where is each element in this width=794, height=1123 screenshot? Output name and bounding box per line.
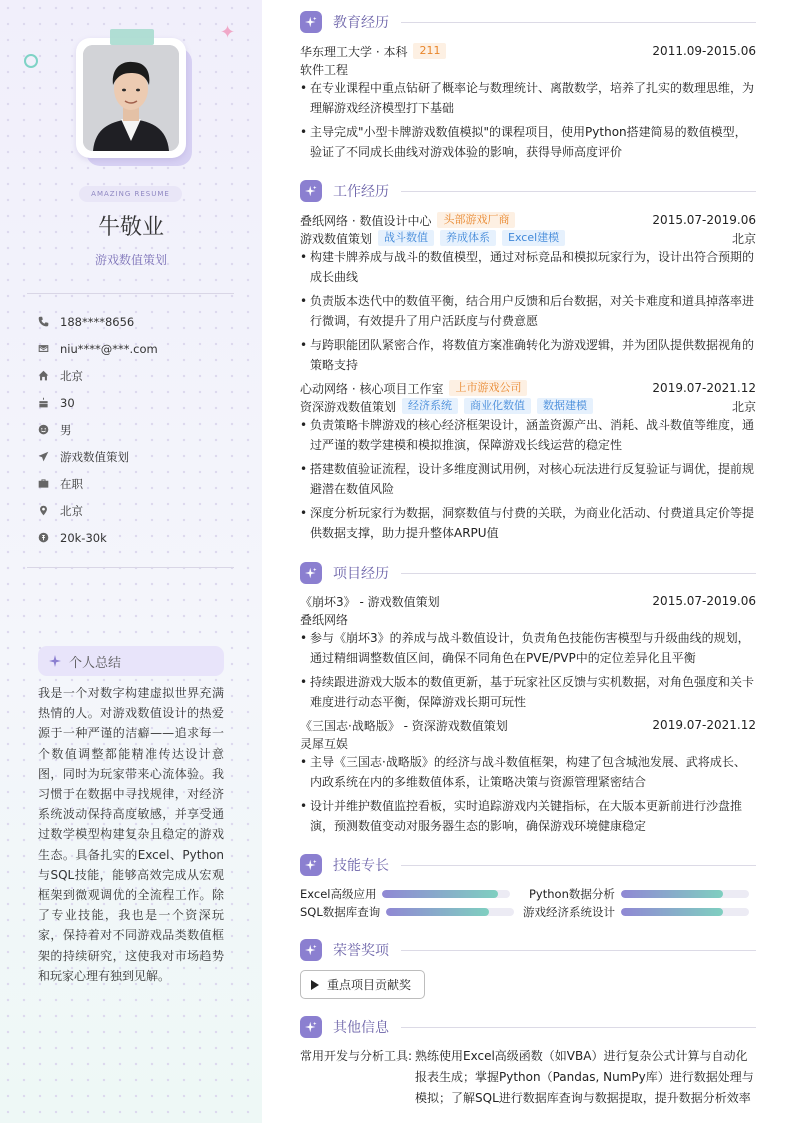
- skill-item: [523, 904, 749, 920]
- decorative-ring: [24, 54, 38, 68]
- project-bullet: • 持续跟进游戏大版本的数值更新，基于玩家社区反馈与实机数据，对角色强度和关卡难度进行动态平衡，保障游戏长期可玩性: [300, 672, 756, 712]
- section-education: [300, 10, 756, 34]
- section-title: 工作经历: [333, 184, 389, 200]
- cake-icon: [38, 397, 60, 408]
- section-projects: [300, 561, 756, 585]
- candidate-name: 牛敬业: [97, 215, 164, 240]
- project-name: 《三国志·战略版》: [300, 718, 400, 733]
- work-bullet: • 与跨职能团队紧密合作，将数值方案准确转化为游戏逻辑，并为团队提供数据视角的策略支持: [300, 335, 756, 375]
- info-salary: [38, 524, 238, 551]
- education-header: [300, 42, 756, 60]
- sidebar-divider-top: [27, 293, 234, 294]
- info-location-text: 北京: [60, 503, 83, 518]
- work-position: 游戏数值策划: [300, 231, 373, 246]
- skill-bar-fill: [621, 890, 723, 898]
- project-header: [300, 592, 756, 610]
- skill-tag: 经济系统: [402, 398, 458, 414]
- school-tag: 211: [413, 43, 446, 59]
- candidate-role: 游戏数值策划: [94, 253, 167, 267]
- section-title: 技能专长: [333, 858, 389, 874]
- info-target-role-text: 游戏数值策划: [60, 449, 129, 464]
- info-gender: [38, 416, 238, 443]
- section-honors: [300, 938, 756, 962]
- info-age-text: 30: [60, 395, 75, 410]
- work-city: 北京: [731, 399, 756, 414]
- summary-title: 个人总结: [69, 655, 122, 671]
- section-skills: [300, 853, 756, 877]
- skill-bar-fill: [621, 908, 723, 916]
- education-major: 软件工程: [300, 62, 349, 77]
- gender-icon: [38, 424, 60, 435]
- photo-frame: [76, 38, 186, 158]
- sparkle-icon: [300, 562, 322, 584]
- skill-tag: 数据建模: [537, 398, 593, 414]
- info-status: [38, 470, 238, 497]
- skill-name: Excel高级应用: [300, 887, 377, 901]
- section-title: 其他信息: [333, 1020, 389, 1036]
- sidebar: [0, 0, 262, 1123]
- section-title: 项目经历: [333, 566, 389, 582]
- project-company-row: [300, 734, 756, 752]
- info-phone-text: 188****8656: [60, 314, 135, 329]
- project-period: 2019.07-2021.12: [652, 718, 756, 732]
- section-line: [401, 22, 756, 23]
- section-title: 荣誉奖项: [333, 943, 389, 959]
- info-gender-text: 男: [60, 422, 72, 437]
- project-header: [300, 716, 756, 734]
- phone-icon: [38, 316, 60, 327]
- project-bullet: • 设计并维护数值监控看板，实时追踪游戏内关键指标，在大版本更新前进行沙盘推演，预测数值变动对服务器生态的影响，确保游戏环境健康稳定: [300, 796, 756, 836]
- sparkle-icon: [300, 1016, 322, 1038]
- avatar: [83, 45, 179, 151]
- education-period: 2011.09-2015.06: [652, 44, 756, 58]
- project-company: 灵犀互娱: [300, 736, 349, 751]
- section-title: 教育经历: [333, 15, 389, 31]
- skill-bar-fill: [386, 908, 488, 916]
- work-bullet: • 负责策略卡牌游戏的核心经济框架设计，涵盖资源产出、消耗、战斗数值等维度，通过严谨的数学建模和模拟推演，保障游戏长线运营的稳定性: [300, 415, 756, 455]
- education-major-row: [300, 60, 756, 78]
- work-company: 心动网络 · 核心项目工作室: [300, 381, 444, 396]
- sparkle-icon: [300, 939, 322, 961]
- work-bullet: • 负责版本迭代中的数值平衡，结合用户反馈和后台数据，对关卡难度和道具掉落率进行微调，有效提升了用户活跃度与付费意愿: [300, 291, 756, 331]
- company-tag: 上市游戏公司: [449, 380, 527, 396]
- work-bullet: • 搭建数值验证流程，设计多维度测试用例，对核心玩法进行反复验证与调优，提前规避潜在数值风险: [300, 459, 756, 499]
- info-location: [38, 497, 238, 524]
- skill-item: [529, 886, 749, 902]
- info-salary-text: 20k-30k: [60, 530, 107, 545]
- project-role: - 资深游戏数值策划: [399, 718, 508, 733]
- work-bullet: • 构建卡牌养成与战斗的数值模型，通过对标竞品和模拟玩家行为，设计出符合预期的成长曲线: [300, 247, 756, 287]
- work-company-row: [300, 379, 756, 397]
- school-name: 华东理工大学 · 本科: [300, 44, 408, 59]
- info-target-role: [38, 443, 238, 470]
- info-home: [38, 362, 238, 389]
- section-line: [401, 865, 756, 866]
- work-position: 资深游戏数值策划: [300, 399, 397, 414]
- mail-icon: [38, 343, 60, 354]
- skill-tag: Excel建模: [502, 230, 565, 246]
- project-company-row: [300, 610, 756, 628]
- info-age: [38, 389, 238, 416]
- work-position-row: [300, 397, 756, 415]
- work-period: 2015.07-2019.06: [652, 213, 756, 227]
- contact-info-list: [38, 308, 238, 551]
- education-bullet: • 在专业课程中重点钻研了概率论与数理统计、离散数学，培养了扎实的数理思维，为理解游戏经济模型打下基础: [300, 78, 756, 118]
- skill-name: SQL数据库查询: [300, 905, 381, 919]
- salary-icon: [38, 532, 60, 543]
- resume-badge: AMAZING RESUME: [79, 186, 182, 202]
- work-city: 北京: [731, 231, 756, 246]
- award-label: 重点项目贡献奖: [327, 978, 412, 992]
- company-tag: 头部游戏厂商: [437, 212, 515, 228]
- work-position-row: [300, 229, 756, 247]
- skill-name: 游戏经济系统设计: [523, 905, 615, 919]
- section-line: [401, 191, 756, 192]
- skill-bar: [621, 908, 749, 916]
- skill-bar-fill: [382, 890, 497, 898]
- work-period: 2019.07-2021.12: [652, 381, 756, 395]
- sparkle-icon: [300, 11, 322, 33]
- info-home-text: 北京: [60, 368, 83, 383]
- briefcase-icon: [38, 478, 60, 489]
- summary-text: 我是一个对数字构建虚拟世界充满热情的人。对游戏数值设计的热爱源于一种严谨的洁癖——追求每一个数值调整都能精准传达设计意图，同时为玩家带来心流体验。我习惯于在数据中寻找规律，对经济系统波动保持高度敏感，并享受通过数学模型构建复杂且稳定的游戏生态。具备扎实的Excel、Python与SQL技能，能够高效完成从宏观框架到微观调优的全流程工作。除了专业技能，我也是一个资深玩家，保持着对不同游戏品类数值框架的持续研究，这使我对市场趋势和玩家心理有独到见解。: [38, 686, 224, 983]
- skill-tag: 养成体系: [440, 230, 496, 246]
- skill-tag: 战斗数值: [378, 230, 434, 246]
- skill-item: [300, 904, 514, 920]
- sparkle-icon: [300, 854, 322, 876]
- play-icon: [311, 980, 319, 990]
- project-company: 叠纸网络: [300, 612, 349, 627]
- work-company-row: [300, 211, 756, 229]
- sidebar-divider-bottom: [27, 567, 234, 568]
- section-other: [300, 1015, 756, 1039]
- sparkle-icon: [49, 655, 61, 667]
- section-work: [300, 179, 756, 203]
- skill-item: [300, 886, 510, 902]
- location-pin-icon: [38, 505, 60, 516]
- award-chip[interactable]: [300, 970, 425, 999]
- project-name: 《崩坏3》: [300, 594, 356, 609]
- summary-header: [38, 646, 224, 676]
- skill-bar: [621, 890, 749, 898]
- info-email-text: niu****@***.com: [60, 341, 158, 356]
- education-bullet: • 主导完成"小型卡牌游戏数值模拟"的课程项目，使用Python搭建简易的数值模型，验证了不同成长曲线对游戏体验的影响，获得导师高度评价: [300, 122, 756, 162]
- skill-bar: [386, 908, 514, 916]
- sparkle-icon: [300, 180, 322, 202]
- skill-tag: 商业化数值: [464, 398, 531, 414]
- avatar-portrait: [83, 45, 179, 151]
- other-info-label: 常用开发与分析工具:: [300, 1049, 413, 1063]
- project-bullet: • 主导《三国志·战略版》的经济与战斗数值框架，构建了包含城池发展、武将成长、内政系统在内的多维数值体系，让策略决策与资源管理紧密结合: [300, 752, 756, 792]
- other-info-text: 熟练使用Excel高级函数（如VBA）进行复杂公式计算与自动化报表生成；掌握Python（Pandas, NumPy库）进行数据处理与模拟；了解SQL进行数据库查询与数据提取，提升数据分析效率: [415, 1049, 754, 1105]
- project-period: 2015.07-2019.06: [652, 594, 756, 608]
- section-line: [401, 573, 756, 574]
- project-bullet: • 参与《崩坏3》的养成与战斗数值设计，负责角色技能伤害模型与升级曲线的规划，通过精细调整数值区间，确保不同角色在PVE/PVP中的定位差异化且平衡: [300, 628, 756, 668]
- info-status-text: 在职: [60, 476, 83, 491]
- info-email: [38, 335, 238, 362]
- home-icon: [38, 370, 60, 381]
- photo-tape: [110, 29, 154, 45]
- project-role: - 游戏数值策划: [355, 594, 440, 609]
- work-company: 叠纸网络 · 数值设计中心: [300, 213, 432, 228]
- work-bullet: • 深度分析玩家行为数据，洞察数值与付费的关联，为商业化活动、付费道具定价等提供数据支撑，助力提升整体ARPU值: [300, 503, 756, 543]
- send-icon: [38, 451, 60, 462]
- info-phone: [38, 308, 238, 335]
- section-line: [401, 950, 756, 951]
- skill-name: Python数据分析: [529, 887, 615, 901]
- section-line: [401, 1027, 756, 1028]
- skill-bar: [382, 890, 510, 898]
- sparkle-icon: ✦: [220, 22, 236, 43]
